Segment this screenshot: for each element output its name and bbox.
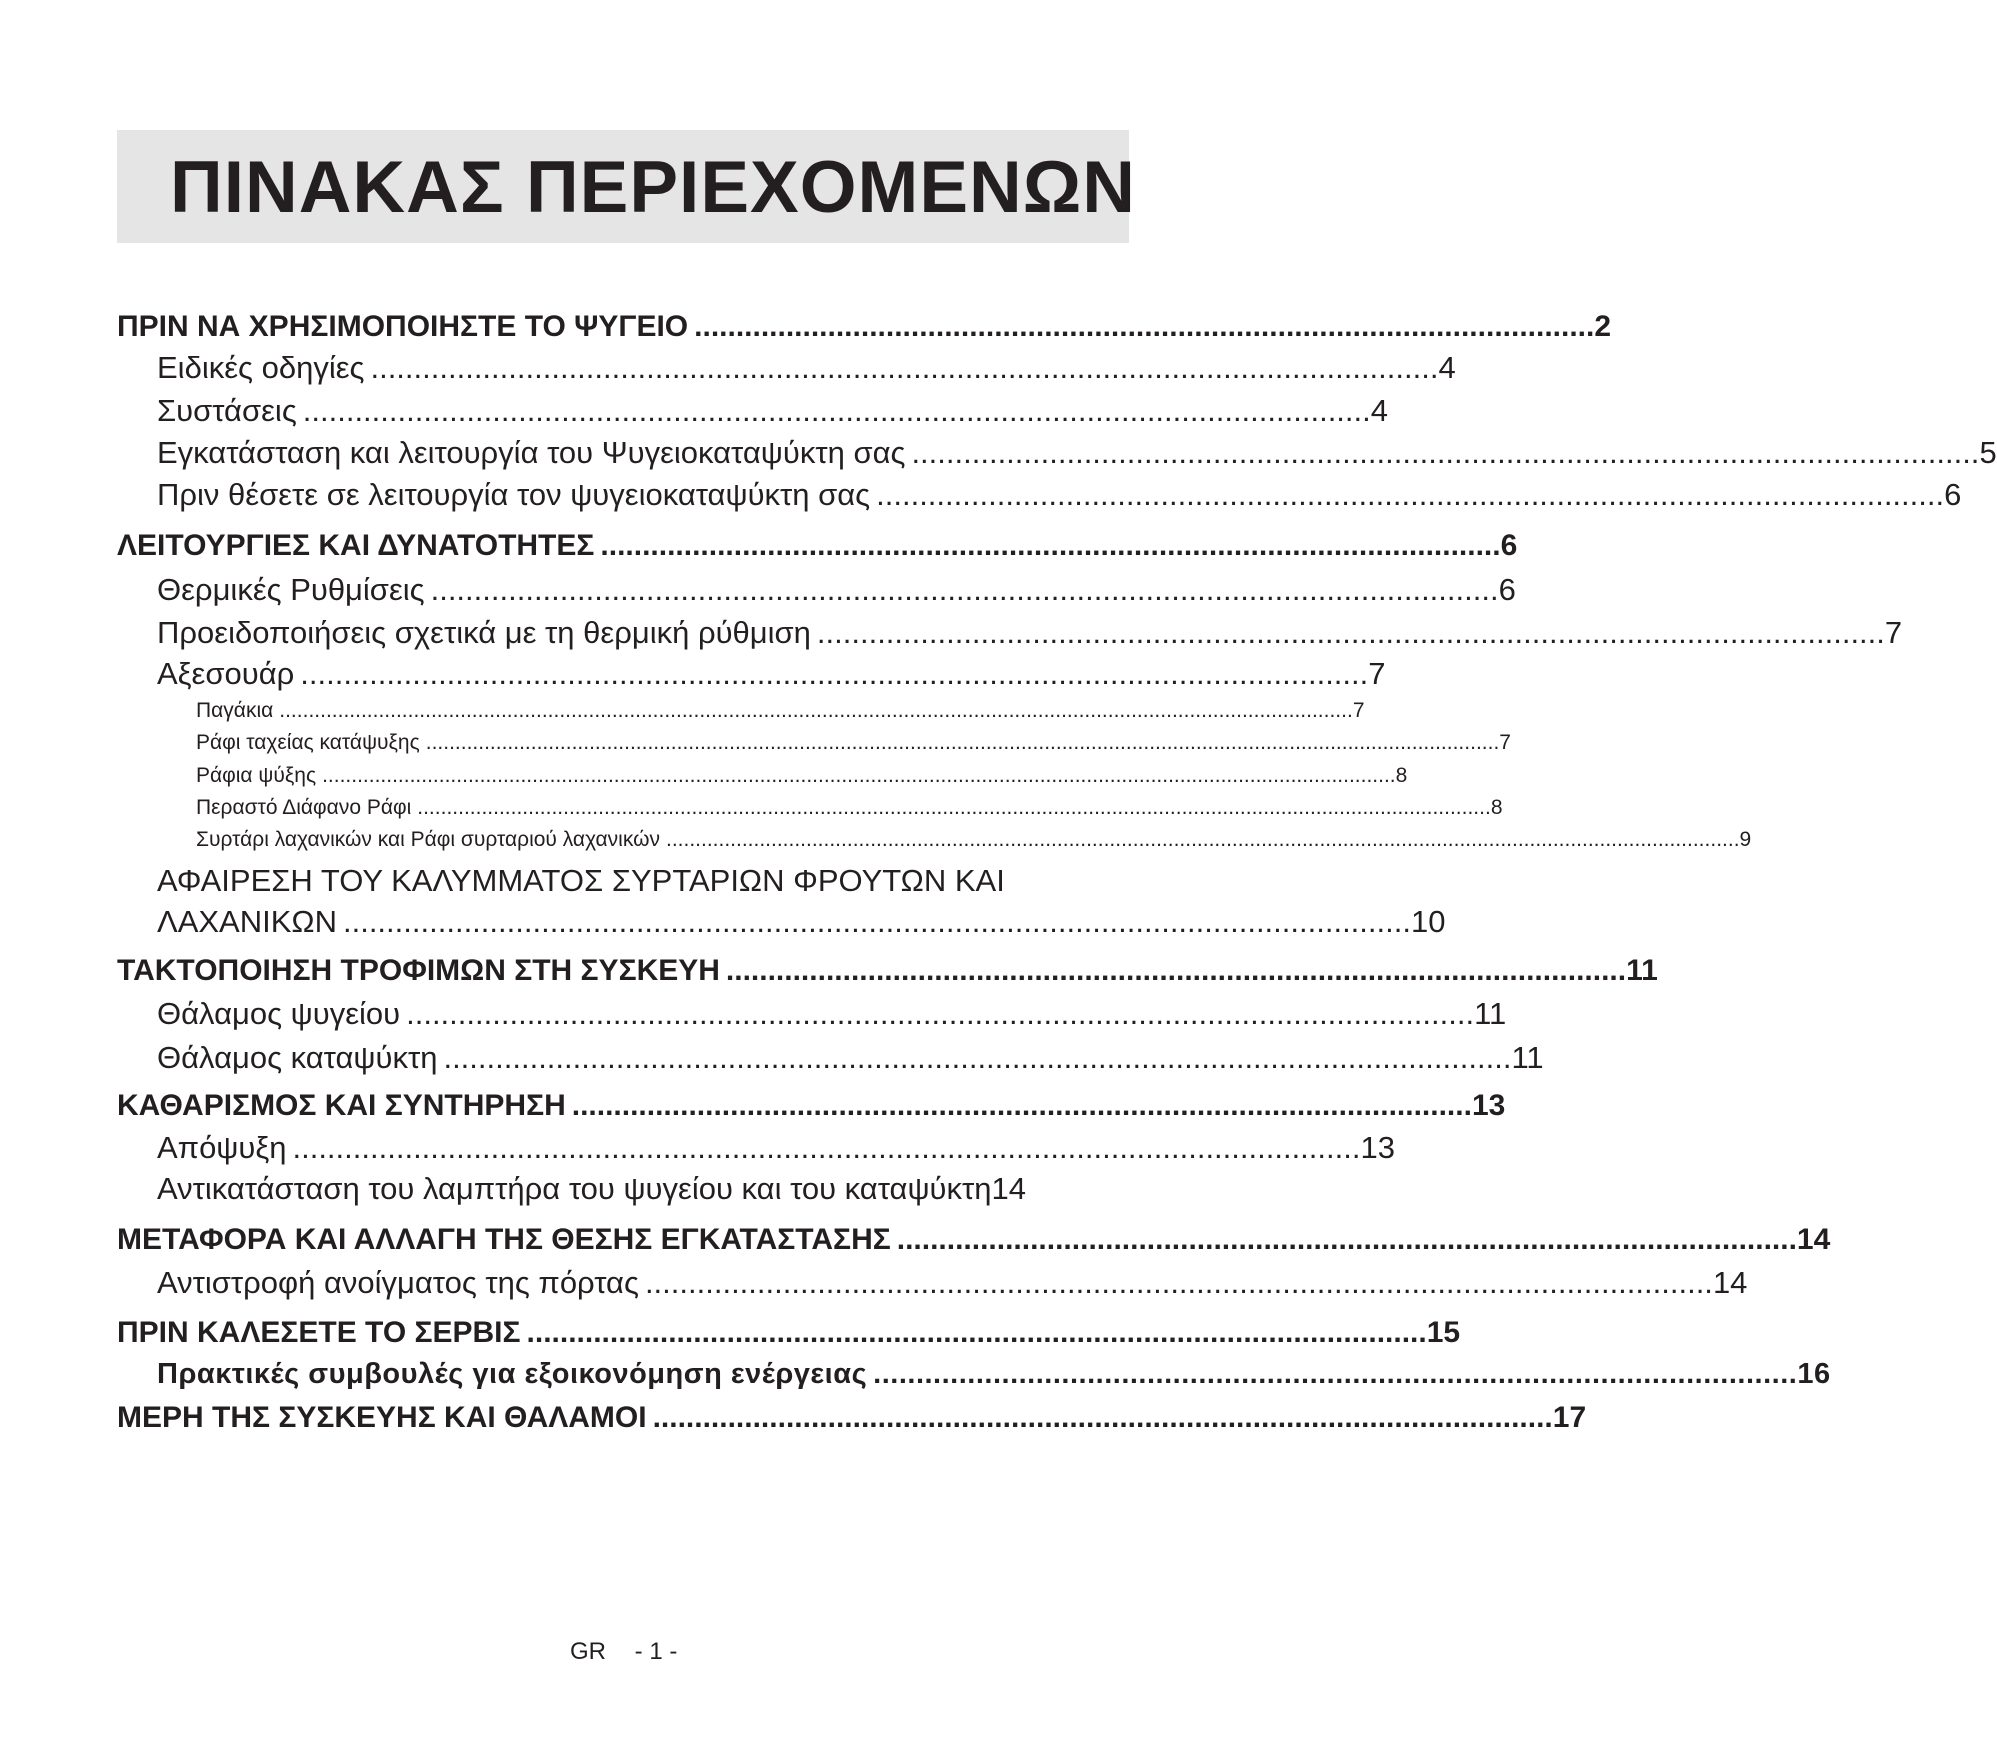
toc-entry[interactable]: [196, 698, 1365, 724]
toc-entry[interactable]: [157, 434, 1997, 472]
toc-leader: ........................................................................................................................................................................................: [665, 828, 1740, 851]
toc-entry-page: 6: [1498, 572, 1516, 607]
toc-entry[interactable]: [157, 903, 1446, 941]
toc-entry-label: Θάλαμος καταψύκτη: [157, 1040, 438, 1075]
toc-leader: ............................................................................................................: [873, 1358, 1798, 1390]
toc-leader: ............................................................................................................................: [302, 393, 1371, 428]
toc-entry-page: 14: [1796, 1223, 1831, 1256]
footer-language: GR: [570, 1638, 606, 1665]
page-number: - 1 -: [634, 1638, 678, 1665]
toc-entry-label: ΠΡΙΝ ΝΑ ΧΡΗΣΙΜΟΠΟΙΗΣΤΕ ΤΟ ΨΥΓΕΙΟ: [117, 310, 689, 343]
toc-entry-page: 15: [1426, 1316, 1461, 1349]
toc-entry-page: 16: [1797, 1358, 1831, 1390]
toc-leader: ............................................................................................................................: [911, 435, 1980, 470]
toc-entry-label: ΜΕΤΑΦΟΡΑ ΚΑΙ ΑΛΛΑΓΗ ΤΗΣ ΘΕΣΗΣ ΕΓΚΑΤΑΣΤΑΣΗΣ: [117, 1223, 891, 1256]
toc-entry-label: Αντιστροφή ανοίγματος της πόρτας: [157, 1265, 639, 1300]
toc-leader: ............................................................................................................................: [292, 1130, 1361, 1165]
toc-leader: ............................................................................................................: [896, 1223, 1797, 1256]
toc-leader: ............................................................................................................................: [406, 996, 1475, 1031]
toc-entry[interactable]: [157, 1170, 1026, 1208]
toc-entry-page: 8: [1490, 796, 1503, 819]
toc-entry-page: 11: [1626, 954, 1658, 987]
toc-leader: ............................................................................................................................: [443, 1040, 1512, 1075]
toc-entry-page: 7: [1352, 699, 1365, 722]
toc-entry-page: 4: [1438, 350, 1456, 385]
toc-entry[interactable]: [117, 1222, 1831, 1258]
page-title: ΠΙΝΑΚΑΣ ΠΕΡΙΕΧΟΜΕΝΩΝ: [170, 147, 1136, 228]
toc-entry-page: 7: [1368, 656, 1386, 691]
toc-entry[interactable]: [157, 571, 1516, 609]
toc-entry-page: 13: [1471, 1089, 1506, 1122]
toc-entry-page: 11: [1511, 1040, 1544, 1075]
toc-entry-label: Θάλαμος ψυγείου: [157, 996, 401, 1031]
toc-entry[interactable]: [117, 1315, 1461, 1351]
toc-leader: ............................................................................................................................: [300, 656, 1369, 691]
toc-entry[interactable]: [196, 827, 1752, 853]
toc-entry-page: 17: [1552, 1401, 1587, 1434]
toc-leader: ............................................................................................................................: [816, 615, 1885, 650]
toc-entry-page: 8: [1395, 764, 1408, 787]
toc-entry[interactable]: [117, 309, 1612, 345]
toc-entry-page: 9: [1739, 828, 1752, 851]
toc-entry[interactable]: [157, 655, 1386, 693]
toc-entry-label: Ειδικές οδηγίες: [157, 350, 365, 385]
toc-leader: ........................................................................................................................................................................................: [425, 731, 1500, 754]
toc-leader: ............................................................................................................................: [430, 572, 1499, 607]
toc-leader: ............................................................................................................................: [644, 1265, 1713, 1300]
toc-entry[interactable]: [117, 528, 1518, 564]
toc-entry[interactable]: [196, 730, 1511, 756]
toc-entry-page: 6: [1500, 529, 1518, 562]
toc-entry-label: Εγκατάσταση και λειτουργία του Ψυγειοκαταψύκτη σας: [157, 435, 906, 470]
toc-entry-label: Περαστό Διάφανο Ράφι: [196, 796, 412, 819]
toc-entry-page: 5: [1979, 435, 1997, 470]
toc-entry[interactable]: [157, 995, 1507, 1033]
toc-entry-page: 14: [991, 1171, 1026, 1206]
toc-entry[interactable]: [157, 1264, 1748, 1302]
toc-entry-label: ΚΑΘΑΡΙΣΜΟΣ ΚΑΙ ΣΥΝΤΗΡΗΣΗ: [117, 1089, 566, 1122]
toc-entry-page: 7: [1884, 615, 1903, 650]
toc-entry-label: Ράφι ταχείας κατάψυξης: [196, 731, 420, 754]
toc-entry-label: ΠΡΙΝ ΚΑΛΕΣΕΤΕ ΤΟ ΣΕΡΒΙΣ: [117, 1316, 521, 1349]
toc-entry[interactable]: [157, 614, 1903, 652]
toc-entry-label: Παγάκια: [196, 699, 274, 722]
toc-leader: ............................................................................................................: [600, 529, 1501, 562]
page-footer: [570, 1637, 677, 1667]
toc-entry-label: ΛΕΙΤΟΥΡΓΙΕΣ ΚΑΙ ΔΥΝΑΤΟΤΗΤΕΣ: [117, 529, 595, 562]
toc-entry-label-wrapped[interactable]: ΑΦΑΙΡΕΣΗ ΤΟΥ ΚΑΛΥΜΜΑΤΟΣ ΣΥΡΤΑΡΙΩΝ ΦΡΟΥΤΩΝ ΚΑΙ: [157, 863, 1005, 898]
toc-entry-page: 11: [1474, 996, 1507, 1031]
toc-entry-label: Προειδοποιήσεις σχετικά με τη θερμική ρύθμιση: [157, 615, 811, 650]
toc-leader: ............................................................................................................: [571, 1089, 1472, 1122]
toc-entry[interactable]: [157, 1357, 1831, 1391]
toc-entry-label: ΛΑΧΑΝΙΚΩΝ: [157, 904, 337, 939]
toc-entry-page: 6: [1944, 477, 1962, 512]
toc-entry-page: 7: [1499, 731, 1511, 754]
toc-entry-label: ΤΑΚΤΟΠΟΙΗΣΗ ΤΡΟΦΙΜΩΝ ΣΤΗ ΣΥΣΚΕΥΗ: [117, 954, 720, 987]
toc-entry-page: 13: [1360, 1130, 1395, 1165]
toc-entry-label: Πρακτικές συμβουλές για εξοικονόμηση ενέργειας: [157, 1358, 868, 1390]
toc-leader: ........................................................................................................................................................................................: [279, 699, 1353, 722]
toc-leader: ............................................................................................................: [526, 1316, 1427, 1349]
toc-entry[interactable]: [196, 795, 1503, 821]
toc-entry-label: Αντικατάσταση του λαμπτήρα του ψυγείου και του καταψύκτη: [157, 1171, 992, 1206]
toc-entry-label: Πριν θέσετε σε λειτουργία τον ψυγειοκαταψύκτη σας: [157, 477, 871, 512]
toc-entry[interactable]: [117, 1400, 1587, 1436]
toc-leader: ............................................................................................................: [694, 310, 1595, 343]
toc-entry[interactable]: [117, 953, 1658, 989]
toc-entry-label: ΜΕΡΗ ΤΗΣ ΣΥΣΚΕΥΗΣ ΚΑΙ ΘΑΛΑΜΟΙ: [117, 1401, 647, 1434]
toc-entry-label: Απόψυξη: [157, 1130, 287, 1165]
toc-entry-page: 2: [1594, 310, 1612, 343]
toc-leader: ........................................................................................................................................................................................: [322, 764, 1396, 787]
toc-entry-label: Θερμικές Ρυθμίσεις: [157, 572, 425, 607]
toc-entry[interactable]: [157, 349, 1456, 387]
toc-entry-page: 4: [1370, 393, 1389, 428]
toc-entry-label: Ράφια ψύξης: [196, 764, 317, 787]
toc-entry[interactable]: [157, 392, 1389, 430]
toc-leader: ............................................................................................................................: [876, 477, 1945, 512]
toc-entry-label: Συστάσεις: [157, 393, 297, 428]
toc-entry-label: Συρτάρι λαχανικών και Ράφι συρταριού λαχανικών: [196, 828, 660, 851]
toc-entry[interactable]: [196, 763, 1408, 789]
toc-entry[interactable]: [157, 1129, 1395, 1167]
toc-entry-page: 10: [1410, 904, 1446, 939]
toc-leader: ........................................................................................................................................................................................: [417, 796, 1491, 819]
toc-entry-label: Αξεσουάρ: [157, 656, 295, 691]
toc-entry[interactable]: [157, 476, 1962, 514]
toc-leader: ............................................................................................................................: [370, 350, 1439, 385]
toc-entry-page: 14: [1712, 1265, 1748, 1300]
toc-leader: ............................................................................................................: [725, 954, 1627, 987]
toc-entry[interactable]: [157, 1039, 1544, 1077]
toc-leader: ............................................................................................................: [652, 1401, 1553, 1434]
toc-leader: ............................................................................................................................: [342, 904, 1411, 939]
toc-entry[interactable]: [117, 1088, 1506, 1124]
